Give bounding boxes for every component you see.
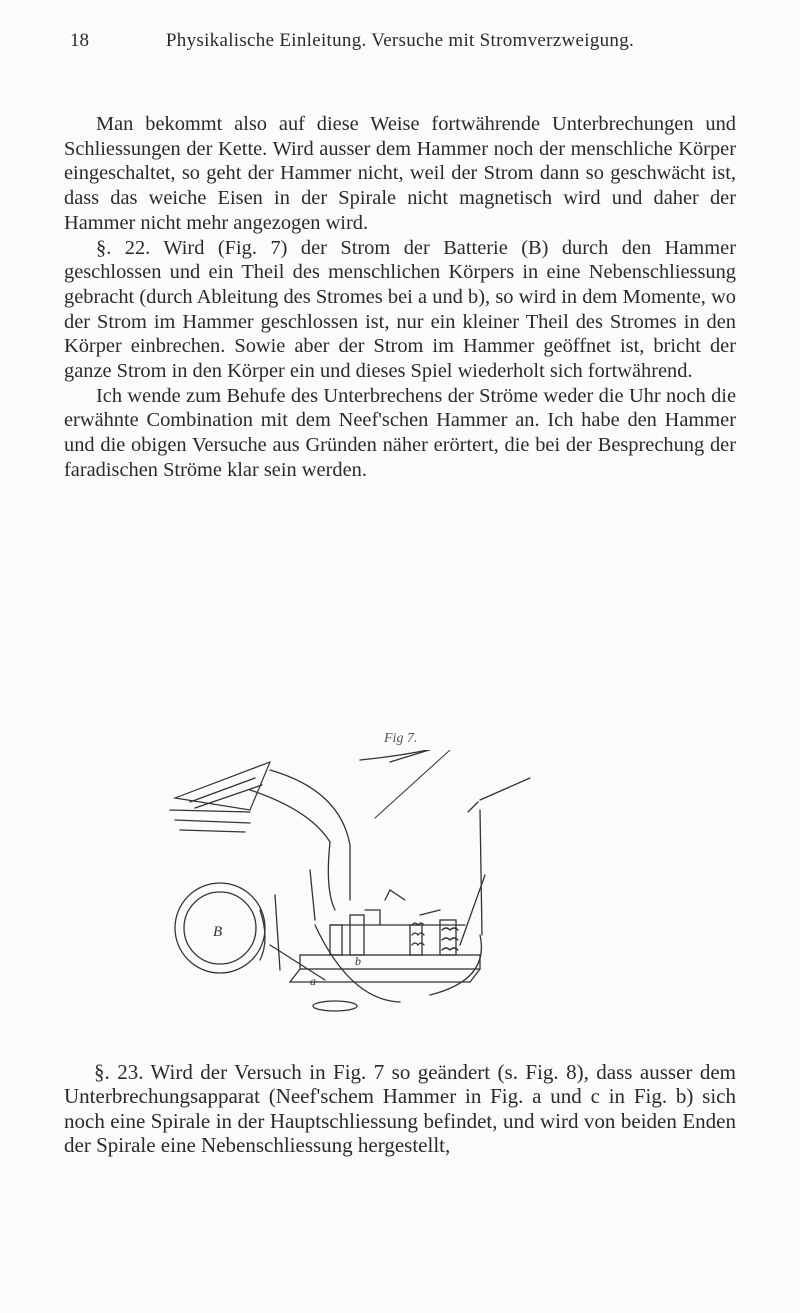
paragraph-2: §. 22. Wird (Fig. 7) der Strom der Batterie (B) durch den Hammer geschlossen und ein Theil des menschlichen Körpers in eine Nebenschliessung gebracht (durch Ableitung des Stromes bei a und b), so wird in dem Momente, wo der Strom im Hammer geschlossen ist, nur ein kleiner Theil des Stromes in den Körper einbrechen. Sowie aber der Strom im Hammer geöffnet ist, bricht der ganze Strom in den Körper ein und dieses Spiel wiederholt sich fortwährend. xyxy=(64,236,736,383)
battery-label: B xyxy=(213,924,223,940)
figure-caption: Fig 7. xyxy=(384,731,418,746)
paragraph-4: §. 23. Wird der Versuch in Fig. 7 so geändert (s. Fig. 8), dass ausser dem Unterbrechungsapparat (Neef'schem Hammer in Fig. a und c in Fig. b) sich noch eine Spirale in der Hauptschliessung befindet, und wird von beiden Enden der Spirale eine Nebenschliessung hergestellt, xyxy=(64,1060,736,1158)
running-head: Physikalische Einleitung. Versuche mit Stromverzweigung. xyxy=(165,30,635,51)
point-b-label: b xyxy=(355,954,361,968)
page-header xyxy=(70,30,730,58)
paragraph-1: Man bekommt also auf diese Weise fortwährende Unterbrechungen und Schliessungen der Kette. Wird ausser dem Hammer noch der menschliche Körper eingeschaltet, so geht der Hammer nicht, weil der Strom dann so geschwächt ist, dass das weiche Eisen in der Spirale nicht magnetisch wird und daher der Hammer nicht mehr angezogen wird. xyxy=(64,113,736,234)
section-23-text xyxy=(64,1060,736,1158)
circuit-drawing xyxy=(150,750,610,1050)
figure-7-illustration xyxy=(150,750,610,1055)
point-a-label: a xyxy=(310,974,316,988)
main-text xyxy=(64,112,736,483)
page-number: 18 xyxy=(70,30,89,51)
paragraph-3: Ich wende zum Behufe des Unterbrechens der Ströme weder die Uhr noch die erwähnte Combination mit dem Neef'schen Hammer an. Ich habe den Hammer und die obigen Versuche aus Gründen näher erörtert, die bei der Besprechung der faradischen Ströme klar sein werden. xyxy=(64,384,736,481)
